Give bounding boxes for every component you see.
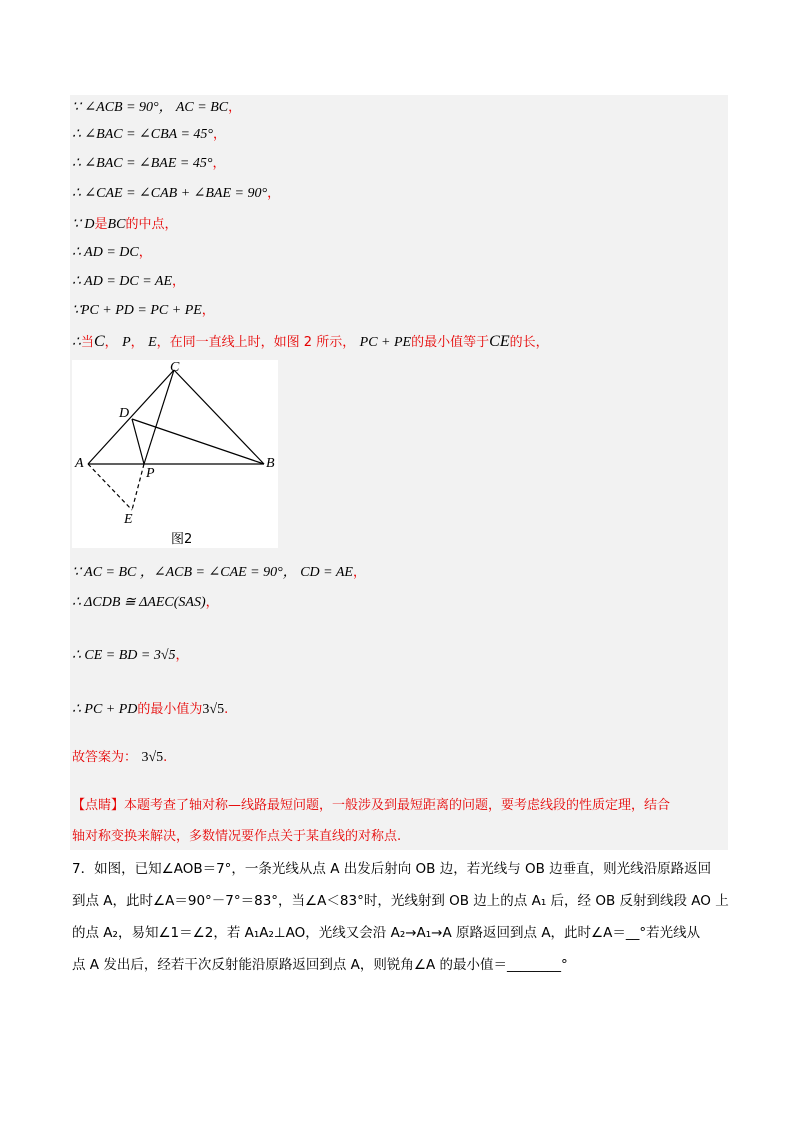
solution-line-min: ∴ PC + PD的最小值为3√5.: [72, 702, 229, 717]
label-A: A: [75, 456, 84, 471]
solution-line-1: ∵ ∠ACB = 90°， AC = BC，: [72, 100, 242, 115]
solution-line-10: ∴ ΔCDB ≅ ΔAEC(SAS)，: [72, 595, 219, 610]
solution-line-4: ∴ ∠CAE = ∠CAB + ∠BAE = 90°，: [72, 186, 281, 201]
label-C: C: [170, 360, 180, 375]
label-B: B: [266, 456, 275, 471]
label-E: E: [124, 512, 133, 527]
dianjing-line-1: 【点睛】本题考查了轴对称—线路最短问题，一般涉及到最短距离的问题，要考虑线段的性质定理，结合: [72, 798, 671, 813]
solution-line-7: ∴ AD = DC = AE，: [72, 274, 186, 289]
solution-line-2: ∴ ∠BAC = ∠CBA = 45°，: [72, 127, 227, 142]
dianjing-line-2: 轴对称变换来解决，多数情况要作点关于某直线的对称点.: [72, 829, 402, 844]
figure-diagram: [72, 360, 278, 548]
label-D: D: [119, 406, 130, 421]
answer-line: 故答案为： 3√5.: [72, 750, 168, 765]
question-line-1: 7．如图，已知∠AOB＝7°，一条光线从点 A 出发后射向 OB 边，若光线与 OB 边垂直，则光线沿原路返回: [72, 861, 712, 877]
solution-line-3: ∴ ∠BAC = ∠BAE = 45°，: [72, 156, 226, 171]
solution-line-when: ∴当C， P， E，在同一直线上时，如图 2 所示， PC + PE的最小值等于CE的长，: [72, 333, 549, 350]
solution-line-9: ∵ AC = BC ，∠ACB = ∠CAE = 90°， CD = AE，: [72, 565, 366, 580]
geometry-figure: [72, 360, 278, 548]
solution-line-6: ∴ AD = DC，: [72, 245, 152, 260]
question-line-2: 到点 A，此时∠A＝90°－7°＝83°，当∠A＜83°时，光线射到 OB 边上的点 A₁ 后，经 OB 反射到线段 AO 上: [72, 893, 729, 909]
question-line-4: 点 A 发出后，经若干次反射能沿原路返回到点 A，则锐角∠A 的最小值＝________°: [72, 957, 568, 973]
solution-line-5: ∵ D是BC的中点，: [72, 217, 178, 232]
label-P: P: [146, 466, 155, 481]
solution-line-11: ∴ CE = BD = 3√5，: [72, 648, 189, 663]
solution-line-8: ∵PC + PD = PC + PE，: [72, 303, 215, 318]
figure-caption: 图2: [171, 532, 193, 547]
question-line-3: 的点 A₂，易知∠1＝∠2，若 A₁A₂⊥AO，光线又会沿 A₂→A₁→A 原路返回到点 A，此时∠A＝__°若光线从: [72, 925, 701, 941]
